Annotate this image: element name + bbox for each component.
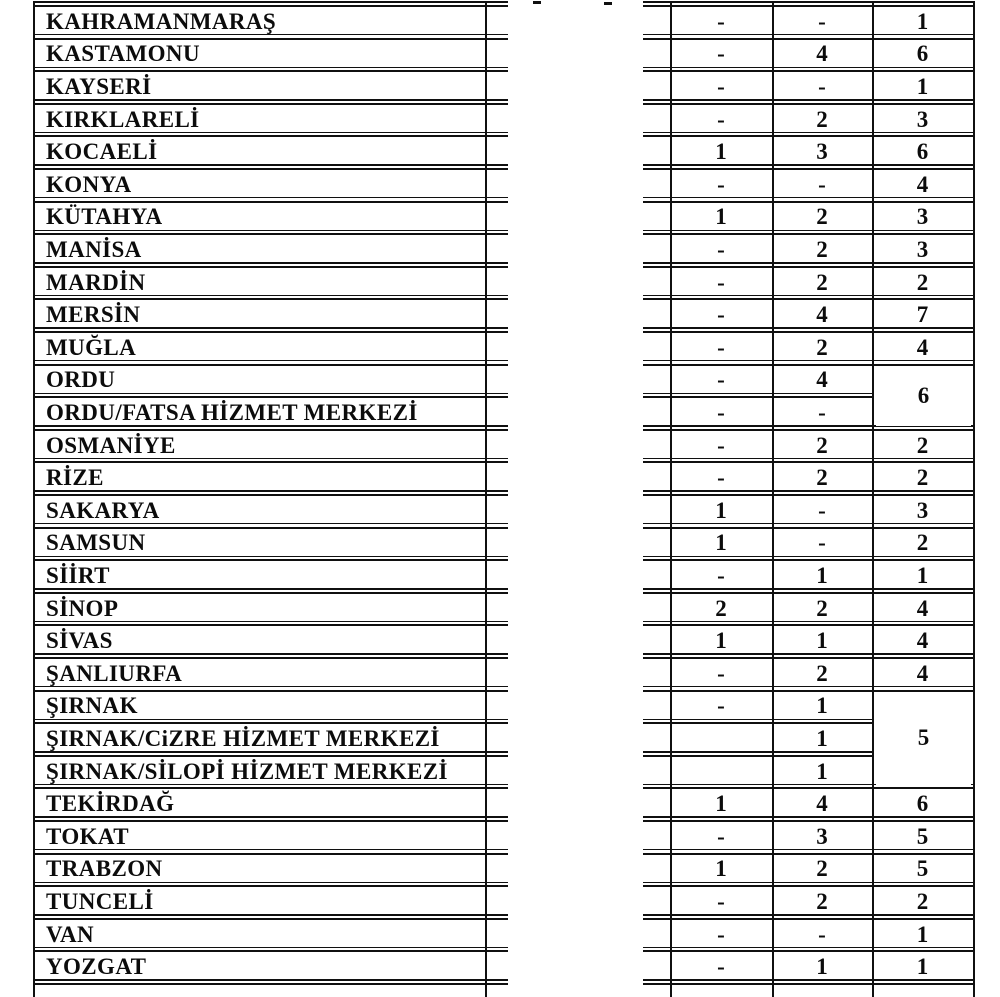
count-cell-col2: 2	[816, 660, 828, 686]
count-cell-col2: 1	[816, 693, 828, 719]
count-cell-col1: -	[717, 106, 725, 132]
table-row	[0, 755, 1000, 788]
count-cell-col1: -	[717, 399, 725, 425]
count-cell-col2: 1	[816, 562, 828, 588]
count-cell-col1: -	[717, 302, 725, 328]
province-name-cell: KOCAELİ	[46, 139, 158, 165]
province-name-cell: MERSİN	[46, 302, 141, 328]
count-cell-col2: 4	[816, 41, 828, 67]
count-cell-col3: 4	[916, 628, 929, 654]
count-cell-col3: 1	[916, 73, 929, 99]
count-cell-col3: 4	[916, 660, 929, 686]
count-cell-col1: 1	[715, 856, 727, 882]
table-row	[0, 332, 1000, 365]
count-cell-col1: -	[717, 562, 725, 588]
count-cell-col3: 6	[916, 41, 929, 67]
count-cell-col3: 1	[916, 921, 929, 947]
count-cell-col2: -	[818, 171, 826, 197]
province-name-cell: MUĞLA	[46, 334, 137, 360]
count-cell-col2: 3	[816, 823, 828, 849]
count-cell-col1: 1	[715, 530, 727, 556]
table-row	[0, 886, 1000, 919]
count-cell-col1: -	[717, 171, 725, 197]
count-cell-col3: 5	[916, 856, 929, 882]
table-row	[0, 234, 1000, 267]
count-cell-col2: 1	[816, 628, 828, 654]
table-row	[0, 821, 1000, 854]
province-name-cell: SAMSUN	[46, 530, 146, 556]
count-cell-col2: 2	[816, 595, 828, 621]
count-cell-col2: 2	[816, 334, 828, 360]
province-name-cell: VAN	[46, 921, 95, 947]
province-name-cell: MARDİN	[46, 269, 146, 295]
province-name-cell: KAHRAMANMARAŞ	[46, 8, 277, 34]
count-cell-col2: 2	[816, 204, 828, 230]
count-cell-col2: -	[818, 8, 826, 34]
table-row	[0, 560, 1000, 593]
province-name-cell: SİİRT	[46, 562, 110, 588]
province-name-cell: RİZE	[46, 465, 104, 491]
count-cell-col1: 1	[715, 139, 727, 165]
count-cell-col1: 2	[715, 595, 727, 621]
count-cell-col2: -	[818, 399, 826, 425]
table-row	[0, 201, 1000, 234]
count-cell-col3: 3	[916, 497, 929, 523]
count-cell-col2: 2	[816, 856, 828, 882]
table-row	[0, 690, 1000, 723]
count-cell-col2: 1	[816, 725, 828, 751]
table-row	[0, 462, 1000, 495]
count-cell-col3: 2	[916, 465, 929, 491]
table-row	[0, 397, 1000, 430]
count-cell-col3: 7	[916, 302, 929, 328]
merged-count-cell: 5	[876, 692, 971, 785]
count-cell-col3: 5	[916, 823, 929, 849]
province-name-cell: TEKİRDAĞ	[46, 791, 175, 817]
count-cell-col3: 2	[916, 888, 929, 914]
table-row	[0, 136, 1000, 169]
count-cell-col3: 2	[916, 530, 929, 556]
count-cell-col2: 2	[816, 465, 828, 491]
table-row	[0, 429, 1000, 462]
count-cell-col2: 1	[816, 954, 828, 980]
count-cell-col3: 4	[916, 595, 929, 621]
table-row	[0, 169, 1000, 202]
count-cell-col1: -	[717, 269, 725, 295]
count-cell-col1: -	[717, 367, 725, 393]
table-row	[0, 495, 1000, 528]
table-row	[0, 918, 1000, 951]
table-row	[0, 6, 1000, 39]
table-row	[0, 951, 1000, 984]
count-cell-col2: 2	[816, 269, 828, 295]
count-cell-col2: 2	[816, 888, 828, 914]
count-cell-col3: 4	[916, 334, 929, 360]
count-cell-col1: -	[717, 888, 725, 914]
count-cell-col1: 1	[715, 497, 727, 523]
table-row	[0, 625, 1000, 658]
count-cell-col1: -	[717, 432, 725, 458]
table-row	[0, 299, 1000, 332]
table-row	[0, 266, 1000, 299]
table-row	[0, 853, 1000, 886]
count-cell-col1: -	[717, 8, 725, 34]
count-cell-col3: 3	[916, 236, 929, 262]
province-name-cell: ŞANLIURFA	[46, 660, 183, 686]
table-row	[0, 658, 1000, 691]
row-rule-right	[643, 1, 975, 3]
count-cell-col2: 4	[816, 791, 828, 817]
count-cell-col3: 4	[916, 171, 929, 197]
count-cell-col2: -	[818, 921, 826, 947]
count-cell-col3: 1	[916, 562, 929, 588]
table-row	[0, 592, 1000, 625]
merged-count-cell: 6	[876, 366, 971, 426]
count-cell-col1: 1	[715, 791, 727, 817]
row-rule-left	[33, 1, 508, 3]
count-cell-col1: -	[717, 823, 725, 849]
count-cell-col2: 4	[816, 367, 828, 393]
table-row	[0, 38, 1000, 71]
count-cell-col1: -	[717, 660, 725, 686]
table-row	[0, 103, 1000, 136]
table-row	[0, 364, 1000, 397]
count-cell-col3: 6	[916, 139, 929, 165]
count-cell-col2: 2	[816, 236, 828, 262]
province-name-cell: SİVAS	[46, 628, 113, 654]
province-name-cell: ŞIRNAK/CiZRE HİZMET MERKEZİ	[46, 725, 440, 751]
province-name-cell: KONYA	[46, 171, 132, 197]
province-name-cell: KÜTAHYA	[46, 204, 163, 230]
count-cell-col1: -	[717, 41, 725, 67]
count-cell-col3: 1	[916, 8, 929, 34]
province-name-cell: KASTAMONU	[46, 41, 200, 67]
count-cell-col1: 1	[715, 204, 727, 230]
erased-text-artifact	[533, 1, 541, 4]
count-cell-col2: -	[818, 73, 826, 99]
province-name-cell: SAKARYA	[46, 497, 160, 523]
count-cell-col1: -	[717, 921, 725, 947]
count-cell-col2: 2	[816, 432, 828, 458]
count-cell-col3: 2	[916, 269, 929, 295]
count-cell-col1: -	[717, 954, 725, 980]
province-name-cell: ŞIRNAK/SİLOPİ HİZMET MERKEZİ	[46, 758, 448, 784]
province-name-cell: SİNOP	[46, 595, 119, 621]
count-cell-col1: -	[717, 236, 725, 262]
province-name-cell: OSMANİYE	[46, 432, 176, 458]
table-row	[0, 723, 1000, 756]
count-cell-col2: -	[818, 530, 826, 556]
province-name-cell: TUNCELİ	[46, 888, 154, 914]
province-name-cell: MANİSA	[46, 236, 142, 262]
count-cell-col2: 1	[816, 758, 828, 784]
count-cell-col1: 1	[715, 628, 727, 654]
count-cell-col1: -	[717, 693, 725, 719]
count-cell-col2: 2	[816, 106, 828, 132]
province-name-cell: KIRKLARELİ	[46, 106, 200, 132]
count-cell-col3: 2	[916, 432, 929, 458]
count-cell-col2: -	[818, 497, 826, 523]
count-cell-col2: 3	[816, 139, 828, 165]
count-cell-col3: 3	[916, 106, 929, 132]
province-name-cell: ORDU/FATSA HİZMET MERKEZİ	[46, 399, 418, 425]
count-cell-col1: -	[717, 73, 725, 99]
table-row	[0, 527, 1000, 560]
province-name-cell: YOZGAT	[46, 954, 147, 980]
table-row	[0, 788, 1000, 821]
province-name-cell: KAYSERİ	[46, 73, 152, 99]
province-name-cell: TOKAT	[46, 823, 129, 849]
count-cell-col1: -	[717, 334, 725, 360]
table-row	[0, 71, 1000, 104]
count-cell-col3: 1	[916, 954, 929, 980]
province-name-cell: TRABZON	[46, 856, 163, 882]
count-cell-col2: 4	[816, 302, 828, 328]
count-cell-col1: -	[717, 465, 725, 491]
province-name-cell: ORDU	[46, 367, 116, 393]
province-name-cell: ŞIRNAK	[46, 693, 138, 719]
count-cell-col3: 3	[916, 204, 929, 230]
count-cell-col3: 6	[916, 791, 929, 817]
